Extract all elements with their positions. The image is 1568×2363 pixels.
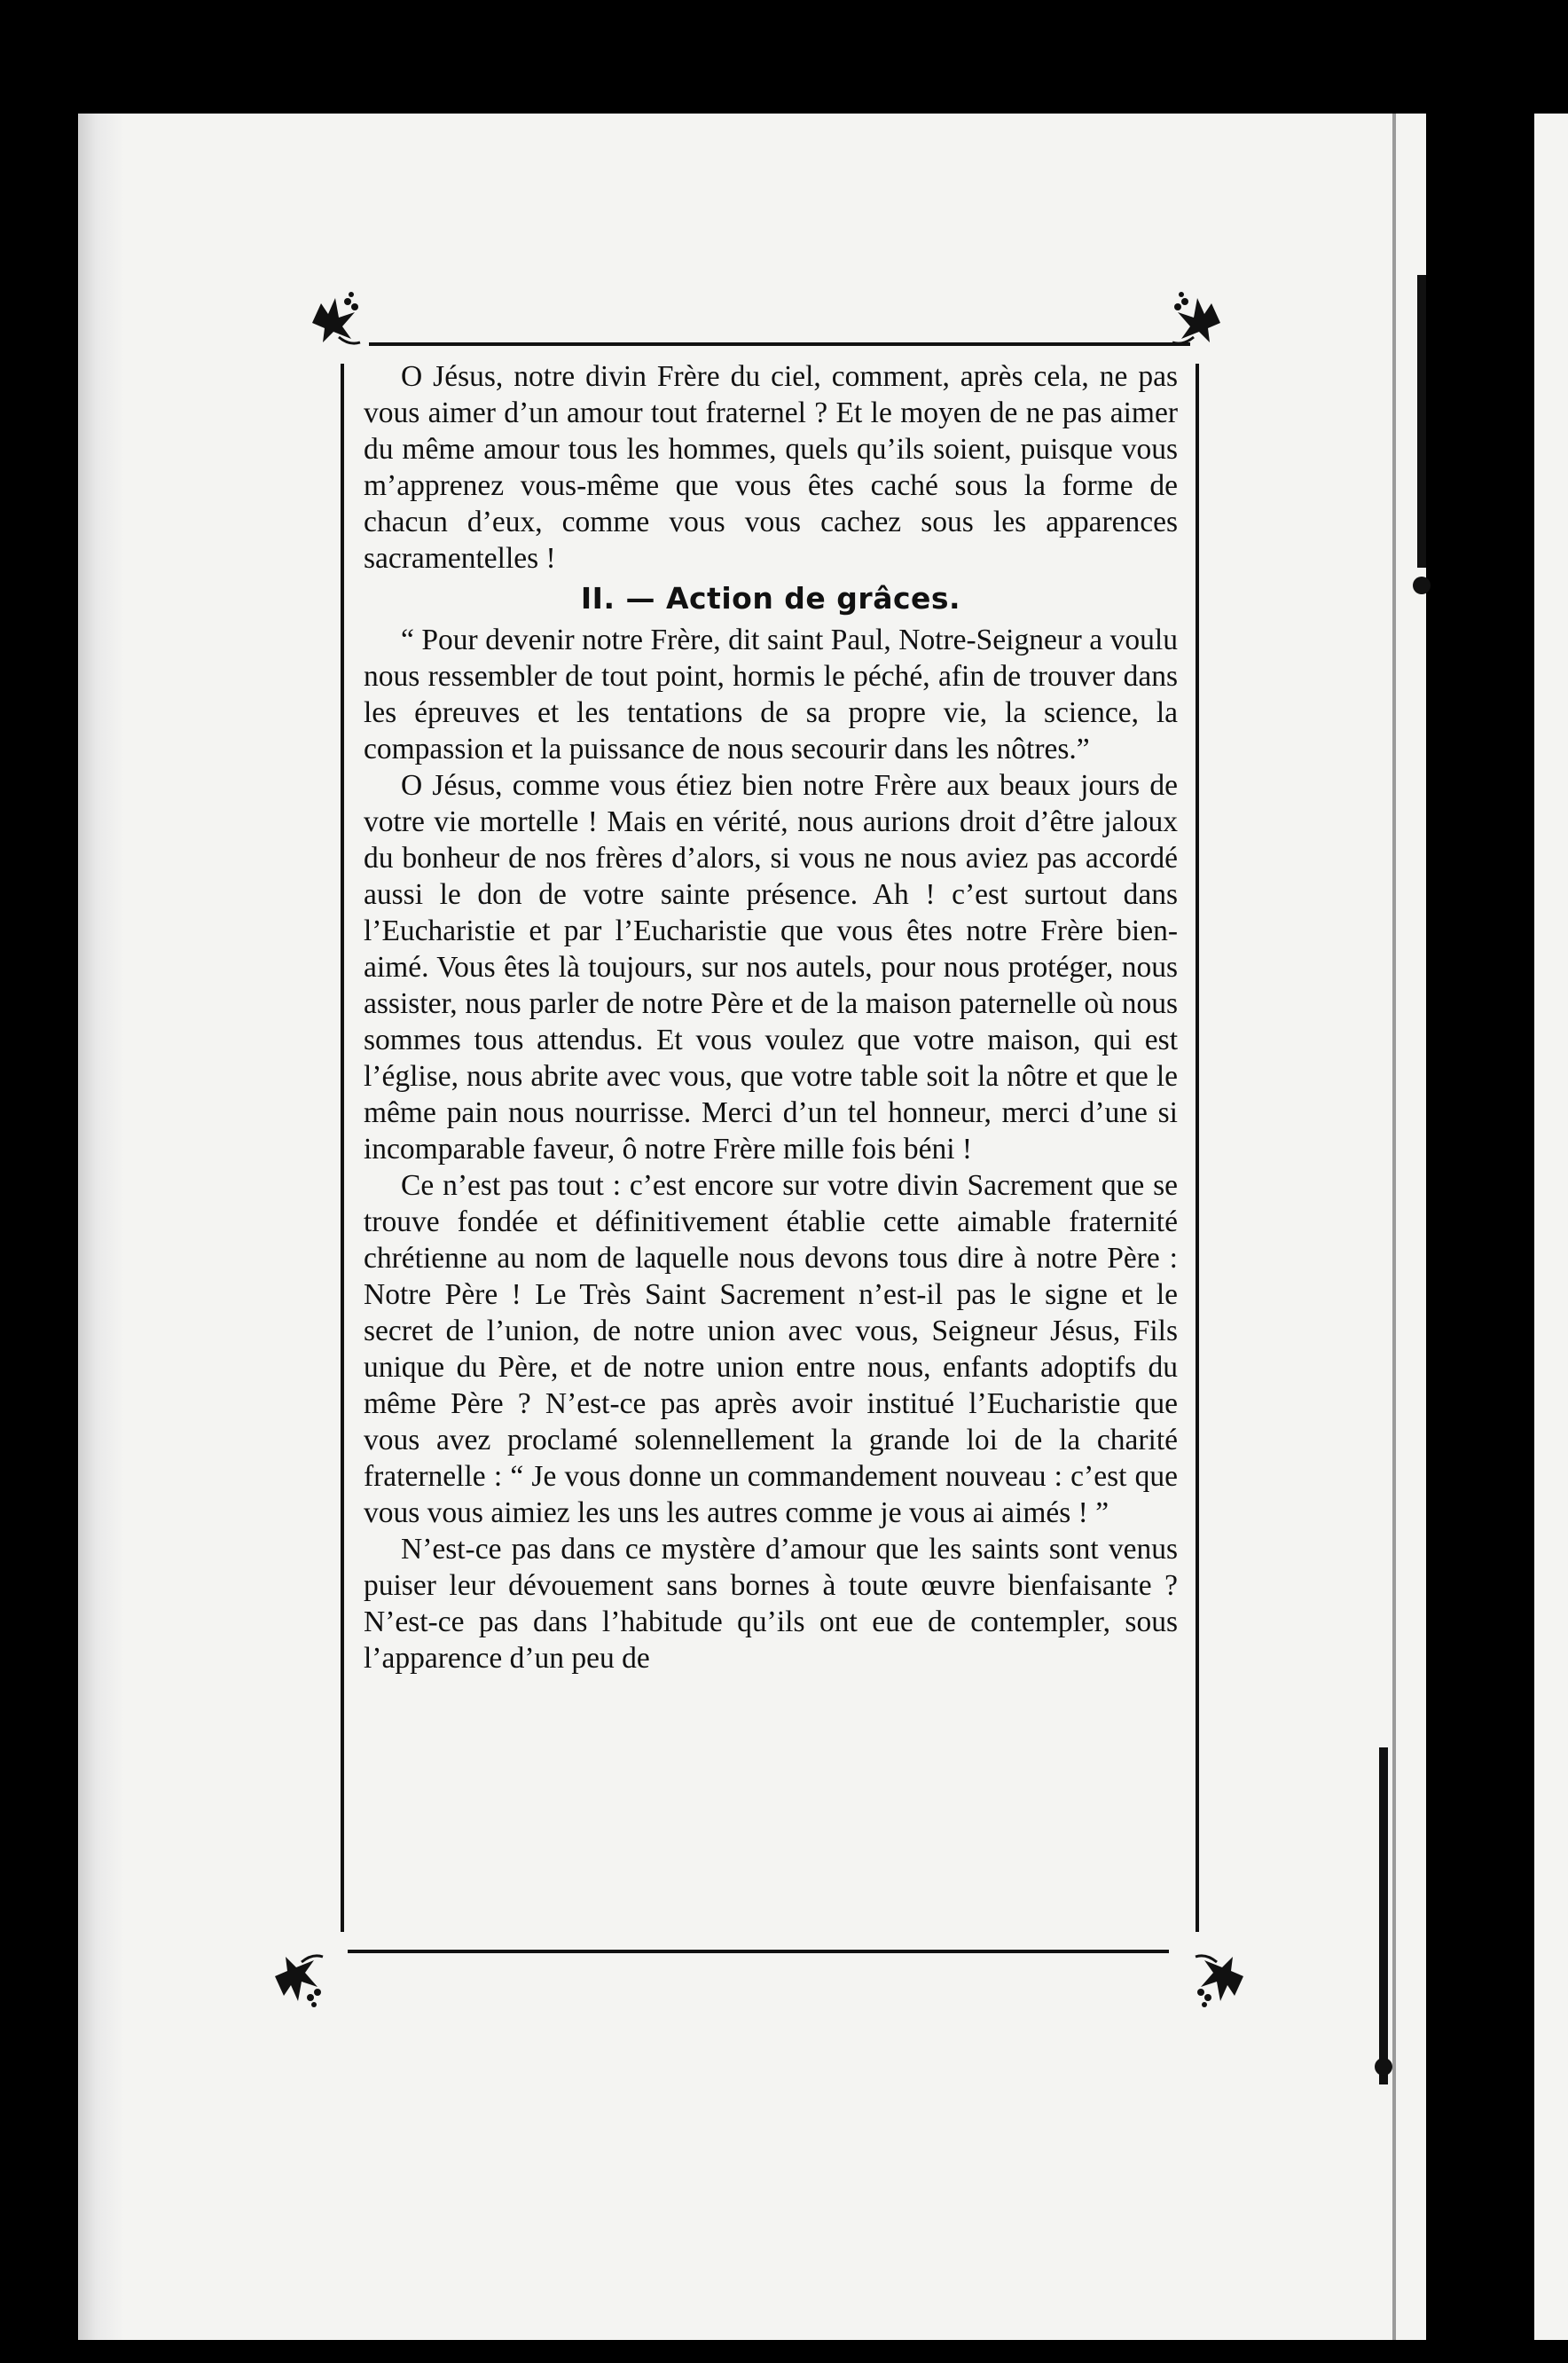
frame-rule-right: [1196, 364, 1199, 1932]
text-frame: [321, 342, 1217, 1953]
bookmark-ribbon-top: [1417, 275, 1426, 568]
book-spine-line: [1392, 114, 1396, 2340]
frame-rule-bottom: [348, 1950, 1169, 1953]
paragraph: N’est-ce pas dans ce mystère d’amour que les saints sont venus puiser leur dévouement sans bornes à toute œuvre bienfaisante ? N’est-ce pas dans l’habitude qu’ils ont eue de contempler, sous l’apparence d’un peu de: [364, 1533, 1178, 1675]
bookmark-knot-bottom: [1375, 2058, 1392, 2076]
paragraph: “ Pour devenir notre Frère, dit saint Paul, Notre-Seigneur a voulu nous ressembler de tout point, hormis le péché, afin de trouver dans les épreuves et les tentations de sa propre vie, la science, la compassion et la puissance de nous secourir dans les nôtres.”: [364, 624, 1178, 765]
section-heading: II. — Action de grâces.: [580, 581, 961, 616]
facing-page-edge: [1534, 114, 1568, 2340]
vine-leaf-corner-ornament-icon: [266, 1951, 326, 2012]
paragraph: O Jésus, notre divin Frère du ciel, comment, après cela, ne pas vous aimer d’un amour tout fraternel ? Et le moyen de ne pas aimer du même amour tous les hommes, quels qu’ils soient, puisque vous m’apprenez vous-même que vous êtes caché sous la forme de chacun d’eux, comme vous vous cachez sous les apparences sacramentelles !: [364, 360, 1178, 575]
page-gutter-shadow: [78, 114, 124, 2340]
frame-rule-left: [341, 364, 344, 1932]
paragraph: O Jésus, comme vous étiez bien notre Frère aux beaux jours de votre vie mortelle ! Mais en vérité, nous aurions droit d’être jaloux du bonheur de nos frères d’alors, si vous ne nous aviez pas accordé aussi le don de votre sainte présence. Ah ! c’est surtout dans l’Eucharistie et par l’Eucharistie que vous êtes notre Frère bien-aimé. Vous êtes là toujours, sur nos autels, pour nous protéger, nous assister, nous parler de notre Père et de la maison paternelle où nous sommes tous attendus. Et vous voulez que votre maison, qui est l’église, nous abrite avec vous, que votre table soit la nôtre et que le même pain nous nourrisse. Merci d’un tel honneur, merci d’une si incomparable faveur, ô notre Frère mille fois béni !: [364, 769, 1178, 1166]
vine-leaf-corner-ornament-icon: [303, 287, 364, 348]
bookmark-knot-top: [1413, 577, 1431, 594]
page-body-text: [364, 358, 1178, 1935]
vine-leaf-corner-ornament-icon: [1169, 287, 1229, 348]
frame-rule-top: [369, 342, 1190, 346]
paragraph: Ce n’est pas tout : c’est encore sur votre divin Sacrement que se trouve fondée et définitivement établie cette aimable fraternité chrétienne au nom de laquelle nous devons tous dire à notre Père : Notre Père ! Le Très Saint Sacrement n’est-il pas le signe et le secret de l’union, de notre union avec vous, Seigneur Jésus, Fils unique du Père, et de notre union entre nous, enfants adoptifs du même Père ? N’est-ce pas après avoir institué l’Eucharistie que vous avez proclamé solennellement la grande loi de la charité fraternelle : “ Je vous donne un commandement nouveau : c’est que vous vous aimiez les uns les autres comme je vous ai aimés ! ”: [364, 1169, 1178, 1529]
vine-leaf-corner-ornament-icon: [1192, 1951, 1252, 2012]
bookmark-ribbon-bottom: [1379, 1747, 1388, 2084]
